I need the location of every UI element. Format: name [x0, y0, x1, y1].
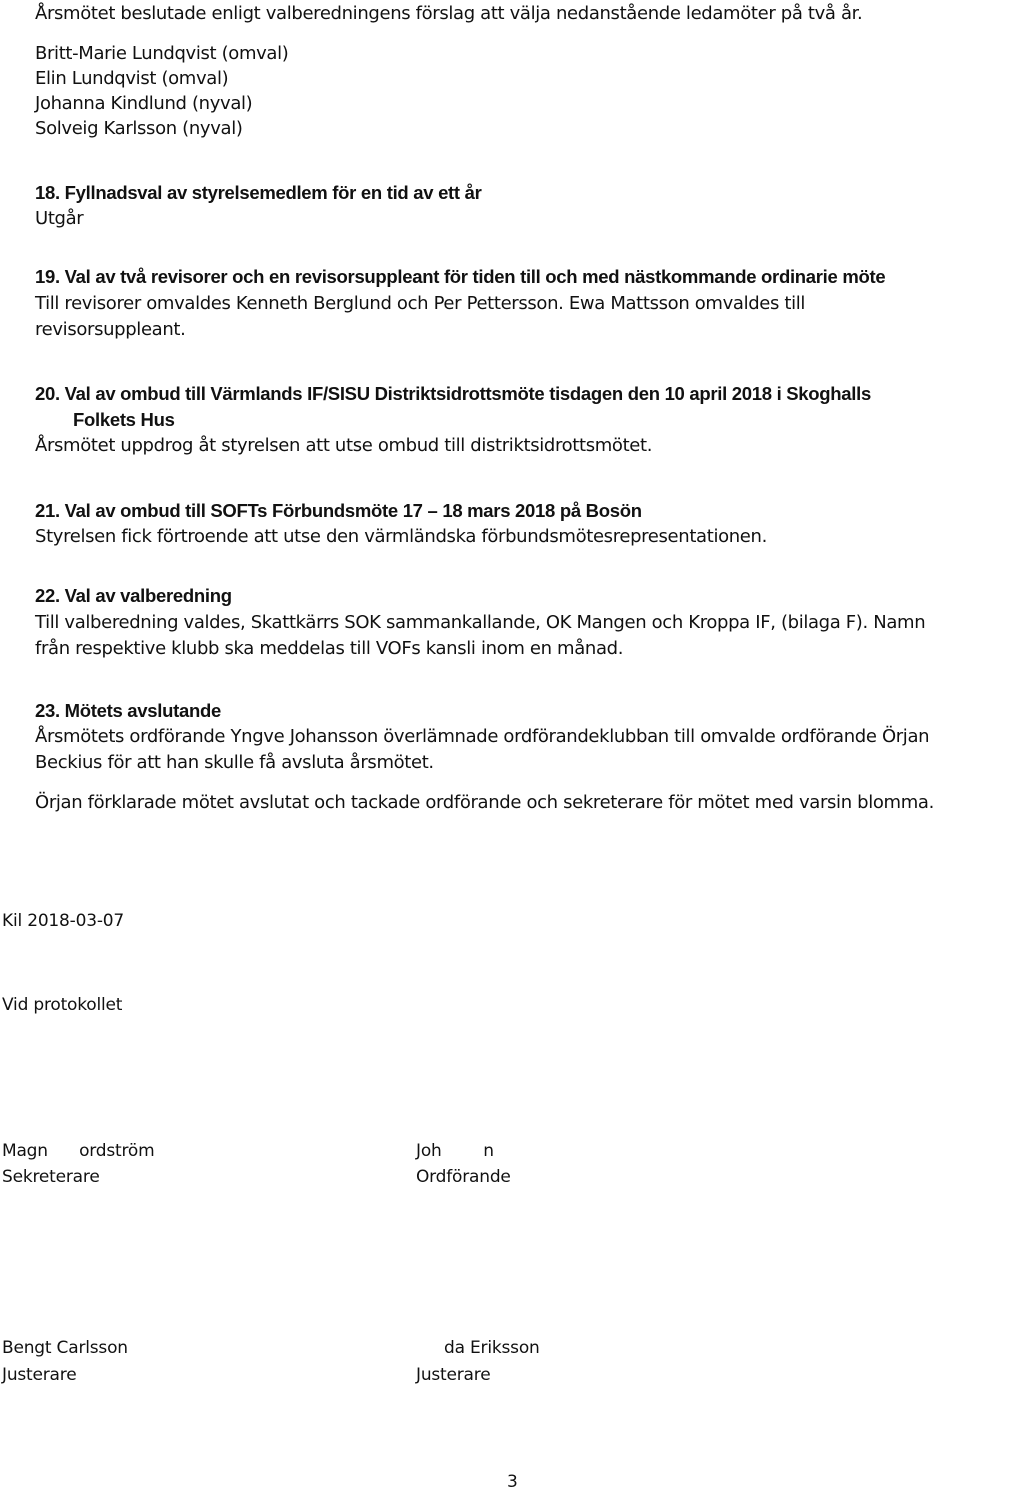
section-body-21: Styrelsen fick förtroende att utse den värmländska förbundsmötesrepresentationen. — [35, 526, 767, 547]
section-body-19: revisorsuppleant. — [35, 319, 186, 340]
secretary-role: Sekreterare — [2, 1167, 100, 1187]
chair-name: Joh n — [416, 1141, 494, 1161]
section-body-19: Till revisorer omvaldes Kenneth Berglund och Per Pettersson. Ewa Mattsson omvaldes till — [35, 293, 806, 314]
adjuster-1-name: Bengt Carlsson — [2, 1338, 128, 1358]
member-item: Britt-Marie Lundqvist (omval) — [35, 43, 289, 64]
section-heading-20: 20. Val av ombud till Värmlands IF/SISU Distriktsidrottsmöte tisdagen den 10 april 2018 i Skoghalls — [35, 383, 871, 404]
secretary-name: Magn ordström — [2, 1141, 155, 1161]
intro-text: Årsmötet beslutade enligt valberedningens förslag att välja nedanstående ledamöter på två år. — [35, 3, 863, 24]
place-date: Kil 2018-03-07 — [2, 911, 124, 931]
section-heading-23: 23. Mötets avslutande — [35, 700, 221, 721]
section-heading-20-cont: Folkets Hus — [73, 409, 175, 430]
section-heading-18: 18. Fyllnadsval av styrelsemedlem för en tid av ett år — [35, 182, 482, 203]
section-body-23: Beckius för att han skulle få avsluta årsmötet. — [35, 752, 434, 773]
adjuster-2-role: Justerare — [416, 1365, 491, 1385]
section-body-22: från respektive klubb ska meddelas till VOFs kansli inom en månad. — [35, 638, 624, 659]
section-heading-22: 22. Val av valberedning — [35, 585, 232, 606]
member-item: Elin Lundqvist (omval) — [35, 68, 229, 89]
adjuster-2-name: da Eriksson — [444, 1338, 540, 1358]
section-body-23: Årsmötets ordförande Yngve Johansson överlämnade ordförandeklubban till omvalde ordförande Örjan — [35, 726, 930, 747]
chair-role: Ordförande — [416, 1167, 511, 1187]
page-number: 3 — [507, 1472, 518, 1492]
member-item: Johanna Kindlund (nyval) — [35, 93, 253, 114]
minutes-label: Vid protokollet — [2, 995, 123, 1015]
section-heading-21: 21. Val av ombud till SOFTs Förbundsmöte 17 – 18 mars 2018 på Bosön — [35, 500, 642, 521]
section-body-23: Örjan förklarade mötet avslutat och tackade ordförande och sekreterare för mötet med varsin blomma. — [35, 792, 934, 813]
member-item: Solveig Karlsson (nyval) — [35, 118, 243, 139]
section-body-20: Årsmötet uppdrog åt styrelsen att utse ombud till distriktsidrottsmötet. — [35, 435, 653, 456]
section-body-18: Utgår — [35, 208, 84, 229]
section-heading-19: 19. Val av två revisorer och en revisorsuppleant för tiden till och med nästkommande ordinarie möte — [35, 266, 886, 287]
adjuster-1-role: Justerare — [2, 1365, 77, 1385]
section-body-22: Till valberedning valdes, Skattkärrs SOK sammankallande, OK Mangen och Kroppa IF, (bilaga F). Namn — [35, 612, 926, 633]
